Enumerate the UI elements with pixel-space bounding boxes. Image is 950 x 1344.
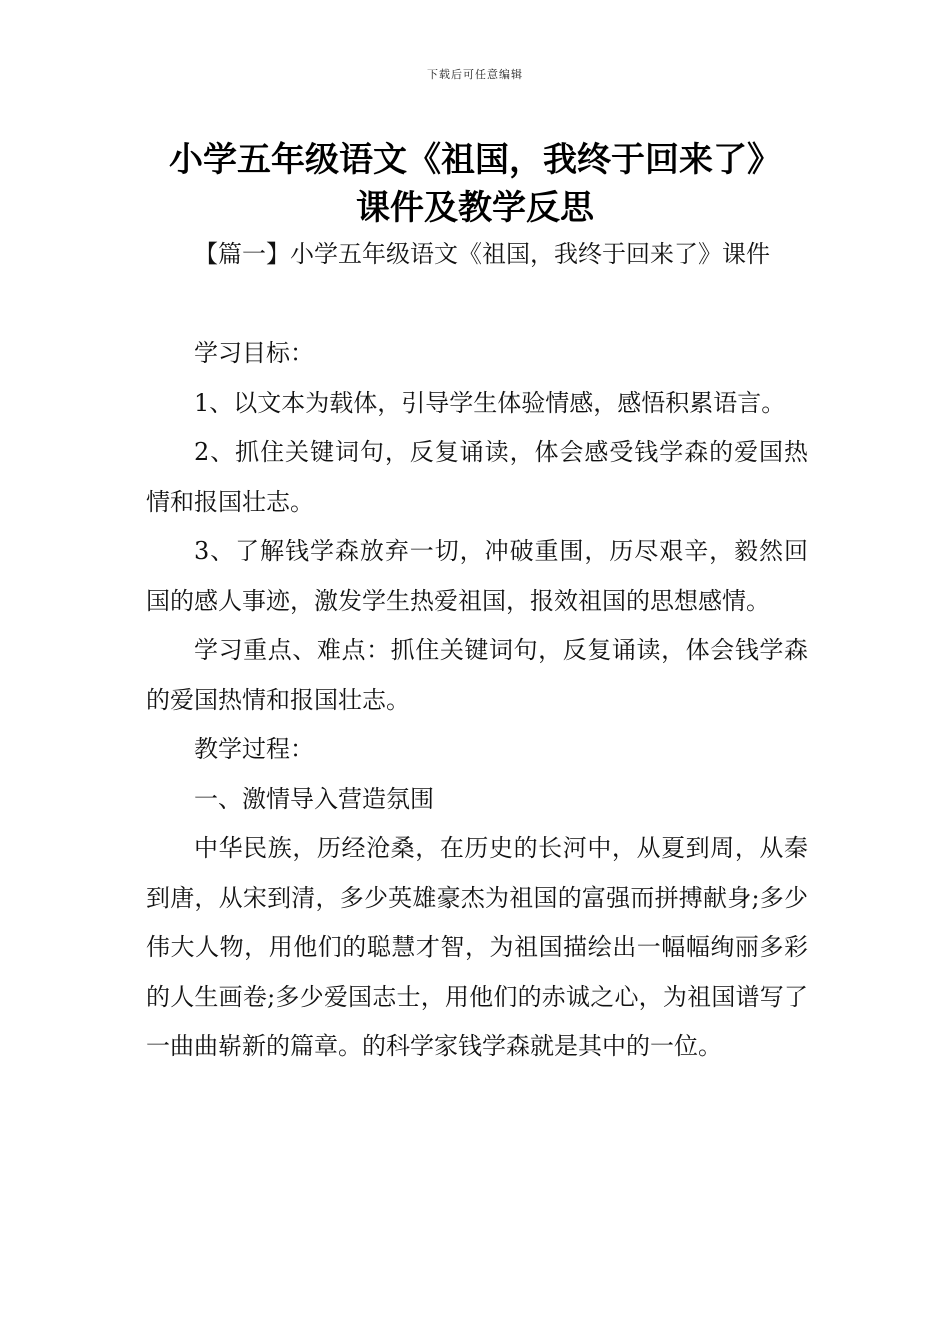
document-body [146,230,808,1072]
goal-2: 2、抓住关键词句，反复诵读，体会感受钱学森的爱国热情和报国壮志。 [146,438,808,516]
intro-paragraph: 中华民族，历经沧桑，在历史的长河中，从夏到周，从秦到唐，从宋到清，多少英雄豪杰为祖国的富强而拼搏献身;多少伟大人物，用他们的聪慧才智，为祖国描绘出一幅幅绚丽多彩的人生画卷;多少爱国志士，用他们的赤诚之心，为祖国谱写了一曲曲崭新的篇章。的科学家钱学森就是其中的一位。 [146,834,808,1060]
key-points: 学习重点、难点：抓住关键词句，反复诵读，体会钱学森的爱国热情和报国壮志。 [146,636,808,714]
goal-3: 3、了解钱学森放弃一切，冲破重围，历尽艰辛，毅然回国的感人事迹，激发学生热爱祖国，报效祖国的思想感情。 [146,537,808,615]
document-title-line-1: 小学五年级语文《祖国，我终于回来了》 [169,140,781,180]
step-1-heading: 一、激情导入营造氛围 [194,784,434,813]
teaching-process-heading: 教学过程： [194,735,314,763]
goal-1: 1、以文本为载体，引导学生体验情感，感悟积累语言。 [194,388,786,417]
document-title-line-2: 课件及教学反思 [356,188,594,228]
learning-goals-heading: 学习目标： [194,339,314,367]
header-note: 下载后可任意编辑 [427,68,523,81]
section-heading: 【篇一】小学五年级语文《祖国，我终于回来了》课件 [194,240,770,268]
blank-line [146,280,808,330]
